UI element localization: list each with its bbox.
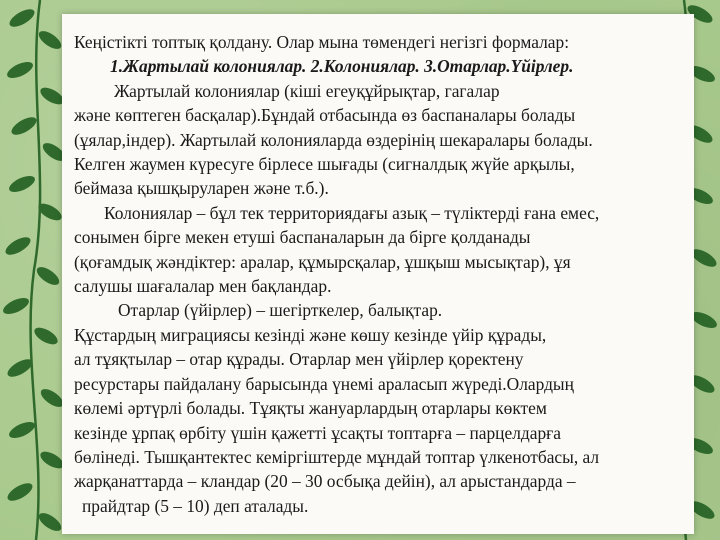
text-line: Отарлар (үйірлер) – шегірткелер, балықтар. (118, 300, 443, 321)
text-line: Құстардың миграциясы кезінді және көшу кезінде үйір құрады, (74, 324, 547, 345)
text-line: салушы шағалалар мен бақландар. (74, 276, 332, 297)
text-line: Жартылай колониялар (кіші егеуқұйрықтар, гагалар (114, 80, 500, 101)
text-line: (қоғамдық жәндіктер: аралар, құмырсқалар, ұшқыш мысықтар), ұя (74, 251, 571, 272)
text-line: Колониялар – бұл тек территориядағы азық – түліктерді ғана емес, (104, 202, 600, 223)
forms-list-line: 1.Жартылай колониялар. 2.Колониялар. 3.Отарлар.Үйірлер. (110, 56, 574, 77)
text-line: ресурстары пайдалану барысында үнемі араласып жүреді.Олардың (74, 373, 574, 394)
text-line: ал тұяқтылар – отар құрады. Отарлар мен үйірлер қоректену (74, 349, 524, 370)
text-line: беймаза қышқыруларен және т.б.). (74, 178, 329, 199)
text-line: көлемі әртүрлі болады. Тұяқты жануарлардың отарлары көктем (74, 398, 547, 419)
text-line: сонымен бірге мекен етуші баспаналарын да бірге қолданады (74, 227, 531, 248)
text-line: жарқанаттарда – кландар (20 – 30 осбықа дейін), ал арыстандарда – (74, 471, 576, 492)
text-line: бөлінеді. Тышқантектес кеміргіштерде мұндай топтар үлкенотбасы, ал (74, 446, 600, 467)
text-line: кезінде ұрпақ өрбіту үшін қажетті ұсақты топтарға – парцелдарға (74, 422, 561, 443)
text-line: Келген жаумен күресуге бірлесе шығады (сигналдық жүйе арқылы, (74, 154, 575, 175)
text-line: және көптеген басқалар).Бұндай отбасында өз баспаналары болады (74, 105, 576, 126)
slide-body-text (74, 30, 690, 518)
text-line: Кеңістікті топтық қолдану. Олар мына төмендегі негізгі формалар: (74, 32, 570, 52)
text-line: (ұялар,індер). Жартылай колонияларда өздерінің шекаралары болады. (74, 129, 593, 150)
vine-leaves-left-icon (0, 0, 70, 540)
text-line: прайдтар (5 – 10) деп аталады. (82, 495, 309, 516)
